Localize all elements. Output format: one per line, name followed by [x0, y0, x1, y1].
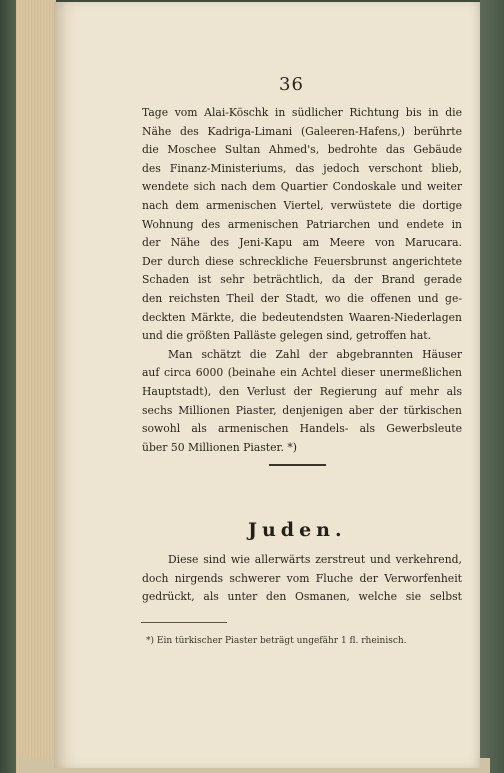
text-line: und die größten Palläste gelegen sind, getroffen hat.: [142, 329, 432, 343]
text-line: nach dem armenischen Viertel, verwüstete die dortige: [142, 198, 462, 212]
text-line: gedrückt, als unter den Osmanen, welche sie selbst: [142, 590, 462, 604]
main-text: [142, 104, 462, 457]
text-line: wendete sich nach dem Quartier Condoskale und weiter: [142, 180, 462, 194]
text-line: Wohnung des armenischen Patriarchen und endete in: [142, 217, 462, 231]
book-cover-right: [480, 0, 504, 773]
text-line: Diese sind wie allerwärts zerstreut und verkehrend,: [168, 553, 462, 566]
text-line: doch nirgends schwerer vom Fluche der Verworfenheit: [142, 571, 462, 585]
text-line: Tage vom Alai-Köschk in südlicher Richtung bis in die: [142, 106, 462, 119]
text-line: Nähe des Kadriga-Limani (Galeeren-Hafens,) berührte: [142, 124, 462, 138]
text-line: den reichsten Theil der Stadt, wo die offenen und ge-: [142, 291, 462, 305]
section-text: [142, 551, 462, 607]
footnote: *) Ein türkischer Piaster beträgt ungefähr 1 fl. rheinisch.: [146, 636, 407, 646]
text-line: Schaden ist sehr beträchtlich, da der Brand gerade: [142, 273, 462, 287]
section-divider: [269, 464, 326, 466]
text-line: Man schätzt die Zahl der abgebrannten Häuser: [168, 347, 462, 361]
footnote-divider: [141, 622, 227, 623]
text-line: der Nähe des Jeni-Kapu am Meere von Marucara.: [142, 236, 462, 250]
text-line: des Finanz-Ministeriums, das jedoch verschont blieb,: [142, 161, 462, 175]
text-line: Hauptstadt), den Verlust der Regierung auf mehr als: [142, 384, 462, 398]
text-line: deckten Märkte, die bedeutendsten Waaren-Niederlagen: [142, 310, 462, 324]
text-line: sechs Millionen Piaster, denjenigen aber der türkischen: [142, 403, 462, 417]
text-line: Der durch diese schreckliche Feuersbrunst angerichtete: [142, 254, 462, 268]
page-number: 36: [279, 74, 304, 95]
text-line: über 50 Millionen Piaster. *): [142, 440, 297, 454]
text-line: auf circa 6000 (beinahe ein Achtel dieser unermeßlichen: [142, 366, 462, 380]
page-edges: [16, 0, 56, 773]
text-line: die Moschee Sultan Ahmed's, bedrohte das Gebäude: [142, 143, 462, 157]
text-line: sowohl als armenischen Handels- als Gewerbsleute: [142, 422, 462, 436]
section-heading: Juden.: [248, 519, 347, 541]
